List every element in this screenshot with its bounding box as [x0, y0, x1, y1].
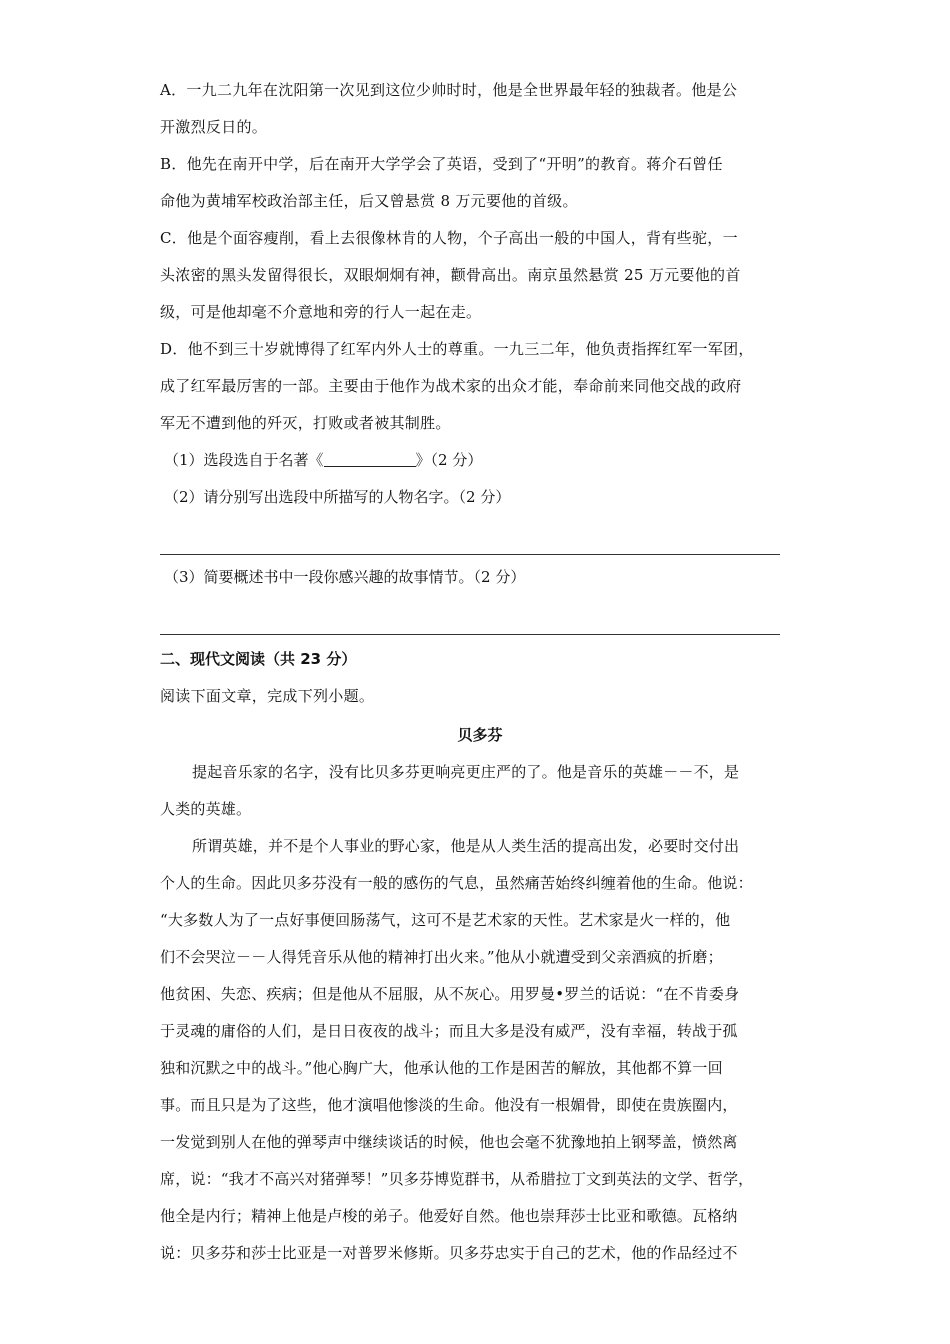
question-2-answer-line[interactable] [160, 516, 780, 555]
option-a-line-1: A．一九二九年在沈阳第一次见到这位少帅时时，他是全世界最年轻的独裁者。他是公 [160, 81, 738, 99]
article-p2-line-9: 一发觉到别人在他的弹琴声中继续谈话的时候，他也会毫不犹豫地拍上钢琴盖，愤然离 [160, 1133, 738, 1151]
article-p2-line-12: 说：贝多芬和莎士比亚是一对普罗米修斯。贝多芬忠实于自己的艺术，他的作品经过不 [160, 1244, 738, 1262]
article-title: 贝多芬 [457, 726, 503, 744]
article-p2-line-11: 他全是内行；精神上他是卢梭的弟子。他爱好自然。他也崇拜莎士比亚和歌德。瓦格纳 [160, 1207, 738, 1225]
option-c-line-3: 级，可是他却毫不介意地和旁的行人一起在走。 [160, 303, 482, 321]
article-p2-line-1: 所谓英雄，并不是个人事业的野心家，他是从人类生活的提高出发，必要时交付出 [192, 837, 740, 855]
option-c-line-2: 头浓密的黑头发留得很长，双眼炯炯有神，颧骨高出。南京虽然悬赏 25 万元要他的首 [160, 266, 741, 284]
option-d-line-1: D．他不到三十岁就博得了红军内外人士的尊重。一九三二年，他负责指挥红军一军团， [160, 340, 754, 358]
question-2: （2）请分别写出选段中所描写的人物名字。（2 分） [164, 488, 511, 506]
section-instruction: 阅读下面文章，完成下列小题。 [160, 687, 375, 705]
article-p2-line-2: 个人的生命。因此贝多芬没有一般的感伤的气息，虽然痛苦始终纠缠着他的生命。他说： [160, 874, 753, 892]
option-c-line-1: C．他是个面容瘦削，看上去很像林肯的人物，个子高出一般的中国人，背有些驼，一 [160, 229, 738, 247]
book-title-blank[interactable] [324, 450, 416, 467]
article-p2-line-3: “大多数人为了一点好事便回肠荡气，这可不是艺术家的天性。艺术家是火一样的，他 [160, 911, 731, 929]
article-p1-line-1: 提起音乐家的名字，没有比贝多芬更响亮更庄严的了。他是音乐的英雄－－不，是 [192, 763, 740, 781]
article-p2-line-7: 独和沉默之中的战斗。”他心胸广大，他承认他的工作是困苦的解放，其他都不算一回 [160, 1059, 723, 1077]
article-p2-line-10: 席，说：“我才不高兴对猪弹琴！”贝多芬博览群书，从希腊拉丁文到英法的文学、哲学， [160, 1170, 754, 1188]
option-b-line-2: 命他为黄埔军校政治部主任，后又曾悬赏 8 万元要他的首级。 [160, 192, 578, 210]
article-p2-line-8: 事。而且只是为了这些，他才演唱他惨淡的生命。他没有一根媚骨，即使在贵族圈内， [160, 1096, 738, 1114]
question-3: （3）简要概述书中一段你感兴趣的故事情节。（2 分） [164, 568, 526, 586]
section-heading: 二、现代文阅读（共 23 分） [160, 650, 357, 668]
question-3-answer-line[interactable] [160, 596, 780, 635]
question-1-suffix: 》（2 分） [415, 451, 483, 469]
option-d-line-2: 成了红军最厉害的一部。主要由于他作为战术家的出众才能，奉命前来同他交战的政府 [160, 377, 742, 395]
option-d-line-3: 军无不遭到他的歼灭，打败或者被其制胜。 [160, 414, 451, 432]
exam-page [160, 72, 800, 1272]
question-1 [160, 442, 800, 479]
article-p2-line-6: 于灵魂的庸俗的人们，是日日夜夜的战斗；而且大多是没有威严，没有幸福，转战于孤 [160, 1022, 738, 1040]
article-p2-line-5: 他贫困、失恋、疾病；但是他从不屈服，从不灰心。用罗曼•罗兰的话说：“在不肯委身 [160, 985, 740, 1003]
article-p2-line-4: 们不会哭泣－－人得凭音乐从他的精神打出火来。”他从小就遭受到父亲酒疯的折磨； [160, 948, 723, 966]
question-1-prefix: （1）选段选自于名著《 [164, 451, 324, 469]
option-b-line-1: B．他先在南开中学，后在南开大学学会了英语，受到了“开明”的教育。蒋介石曾任 [160, 155, 723, 173]
article-p1-line-2: 人类的英雄。 [160, 800, 252, 818]
option-a-line-2: 开激烈反日的。 [160, 118, 268, 136]
